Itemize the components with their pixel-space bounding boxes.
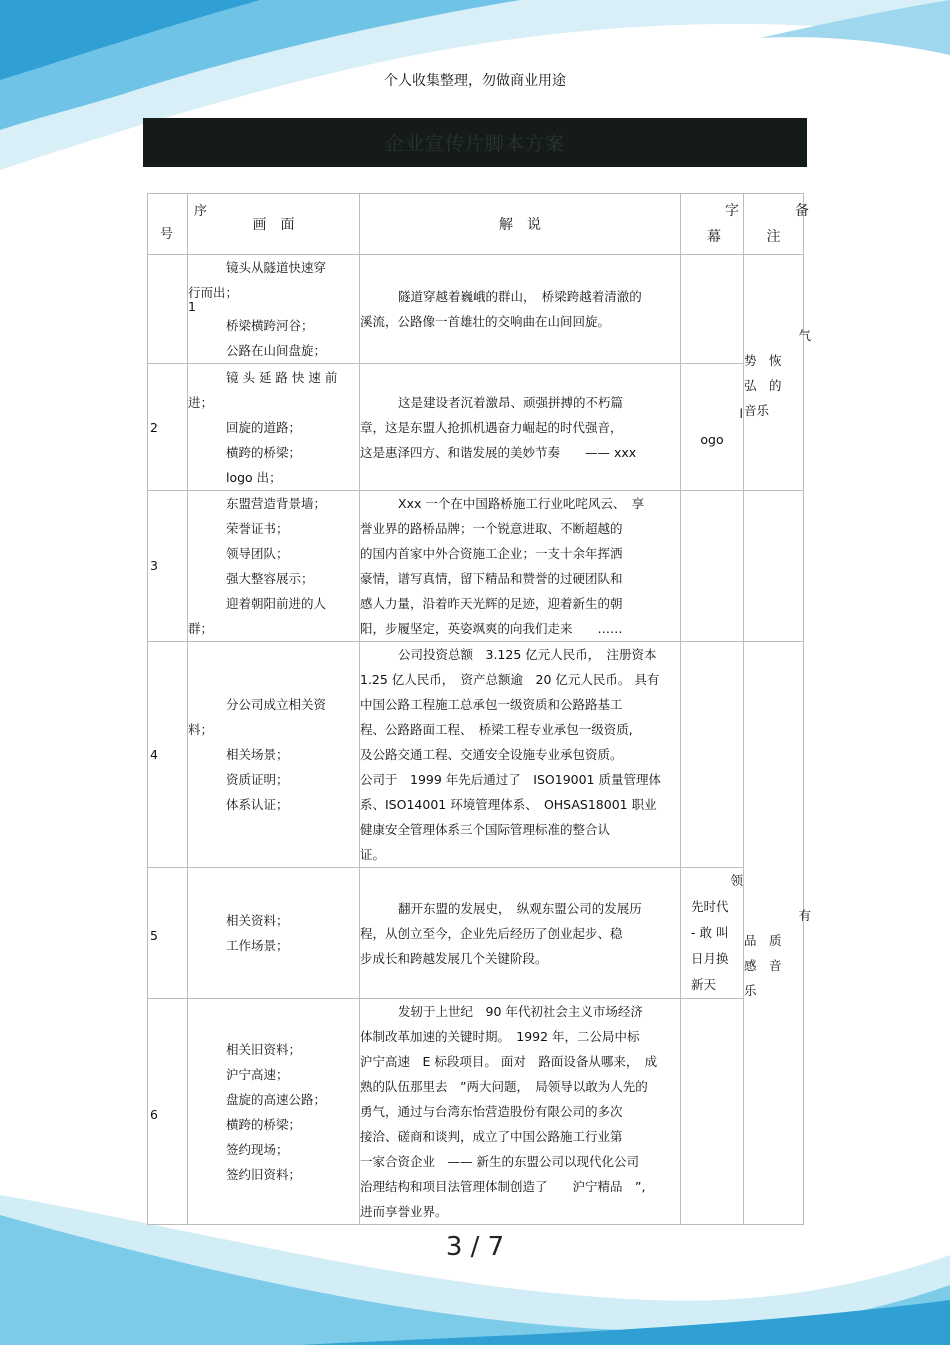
narration-line: 隧道穿越着巍峨的群山， 桥梁跨越着清澈的 — [398, 289, 642, 304]
header-number — [148, 194, 188, 255]
picture-line: 镜 头 延 路 快 速 前 — [226, 369, 338, 385]
narration-cell — [360, 868, 681, 999]
picture-line: 签约现场； — [226, 1141, 289, 1157]
narration-line: 熟的队伍那里去 ”两大问题， 局领导以敢为人先的 — [360, 1079, 648, 1094]
picture-text: 强大整容展示； — [226, 571, 314, 586]
picture-line: 进； — [188, 394, 214, 410]
picture-line — [150, 742, 359, 767]
narration-line: 的国内首家中外合资施工企业；一支十余年挥洒 — [360, 546, 623, 561]
picture-cell — [150, 999, 360, 1225]
narration-line: 章，这是东盟人抢抓机遇奋力崛起的时代强音， — [360, 419, 623, 435]
subtitle-line: 先时代 — [691, 899, 729, 914]
narration-line: 沪宁高速 E 标段项目。 面对 路面设备从哪来， 成 — [360, 1054, 658, 1069]
header-remark-char-1: 备 — [795, 203, 809, 219]
remark-cell — [744, 642, 811, 1225]
picture-line: 横跨的桥梁； — [226, 444, 302, 460]
picture-line: 荣誉证书； — [226, 521, 289, 536]
header-picture-label: 画 面 — [252, 217, 295, 233]
narration-line: 中国公路工程施工总承包一级资质和公路路基工 — [360, 697, 623, 712]
narration-line: 发轫于上世纪 90 年代初社会主义市场经济 — [398, 1004, 643, 1019]
picture-cell — [150, 642, 360, 868]
remark-line: 气 — [798, 327, 811, 343]
picture-text: 相关场景； — [226, 747, 289, 762]
picture-cell — [150, 364, 360, 491]
narration-cell — [360, 364, 681, 491]
header-picture — [188, 194, 360, 255]
remark-line: 音乐 — [744, 402, 770, 418]
subtitle-cell — [681, 364, 744, 491]
document-title: 企业宣传片脚本方案 — [384, 133, 565, 155]
narration-line: 翻开东盟的发展史， 纵观东盟公司的发展历 — [398, 900, 642, 916]
subtitle-cell — [681, 868, 744, 999]
row-number: 1 — [188, 299, 196, 314]
picture-line: 迎着朝阳前进的人 — [226, 596, 327, 611]
script-table — [147, 193, 811, 1225]
header-narration-label: 解 说 — [499, 217, 541, 233]
picture-line: 资质证明； — [226, 772, 289, 787]
header-note: 个人收集整理，勿做商业用途 — [384, 73, 566, 89]
picture-line — [150, 415, 359, 440]
narration-line: 证。 — [360, 847, 386, 862]
picture-line: 盘旋的高速公路； — [226, 1091, 327, 1107]
narration-line: 健康安全管理体系三个国际管理标准的整合认 — [360, 822, 611, 837]
picture-line: 镜头从隧道快速穿 — [226, 260, 327, 275]
header-subtitle-char-1: 字 — [725, 203, 739, 219]
row-number: 2 — [150, 419, 158, 435]
picture-line: 相关旧资料； — [226, 1041, 302, 1057]
picture-cell — [150, 491, 360, 642]
narration-line: 1.25 亿人民币， 资产总额逾 20 亿元人民币。 具有 — [360, 672, 660, 687]
narration-line: 系、ISO14001 环境管理体系、 OHSAS18001 职业 — [360, 797, 657, 812]
picture-line: 体系认证； — [226, 797, 289, 812]
row-number: 4 — [150, 747, 158, 762]
row-number: 3 — [150, 558, 158, 573]
subtitle-cell — [681, 642, 744, 868]
document-title-bar — [143, 118, 807, 167]
subtitle-cell — [681, 999, 744, 1225]
remark-line: 有 — [798, 908, 811, 923]
remark-line: 乐 — [744, 983, 757, 998]
remark-line: 弘 的 — [744, 377, 782, 393]
picture-text: 横跨的桥梁； — [226, 1116, 302, 1132]
subtitle-cell — [681, 255, 744, 364]
subtitle-line: 日月换 — [691, 951, 729, 966]
header-remark — [744, 194, 809, 255]
narration-line: 治理结构和项目法管理体制创造了 沪宁精品 ”, — [360, 1179, 646, 1194]
header-remark-char-2: 注 — [766, 229, 781, 245]
picture-line: 沪宁高速； — [226, 1066, 289, 1082]
picture-line — [150, 558, 359, 591]
picture-line: 行而出； — [188, 285, 239, 300]
narration-line: 豪情，谱写真情，留下精品和赞誉的过硬团队和 — [360, 571, 623, 586]
narration-line: 接洽、磋商和谈判，成立了中国公路施工行业第 — [360, 1129, 623, 1144]
subtitle-line: 新天 — [691, 977, 717, 992]
narration-line: 这是惠泽四方、和谐发展的美妙节奏 —— xxx — [360, 444, 637, 460]
narration-line: 程、公路路面工程、 桥梁工程专业承包一级资质, — [360, 722, 633, 737]
page-number: 3 / 7 — [445, 1232, 505, 1262]
narration-line: 体制改革加速的关键时期。 1992 年，二公局中标 — [360, 1029, 640, 1044]
table-header-row — [148, 194, 804, 255]
narration-cell — [360, 999, 681, 1225]
narration-line: 程，从创立至今，企业先后经历了创业起步、稳 — [360, 925, 623, 941]
narration-line: 这是建设者沉着激昂、顽强拼搏的不朽篇 — [398, 394, 624, 410]
narration-line: 阳，步履坚定，英姿飒爽的向我们走来 …… — [360, 621, 623, 636]
narration-line: 溪流，公路像一首雄壮的交响曲在山间回旋。 — [360, 314, 611, 329]
header-number-char-1: 序 — [194, 204, 208, 219]
picture-line: 领导团队； — [226, 546, 289, 561]
remark-line: 品 质 — [744, 933, 782, 948]
table-row — [148, 868, 804, 999]
table-row — [148, 642, 804, 868]
narration-cell — [360, 491, 681, 642]
narration-line: 公司于 1999 年先后通过了 ISO19001 质量管理体 — [360, 772, 661, 787]
narration-line: 步成长和跨越发展几个关键阶段。 — [360, 950, 548, 966]
subtitle-cell — [681, 491, 744, 642]
picture-text: 工作场景； — [226, 938, 289, 953]
header-number-char-2: 号 — [160, 227, 174, 242]
narration-line: 及公路交通工程、交通安全设施专业承包资质。 — [360, 747, 623, 762]
subtitle-line: ogo — [700, 432, 724, 447]
header-narration — [360, 194, 681, 255]
picture-line — [150, 1106, 359, 1137]
picture-cell — [150, 868, 360, 999]
picture-line: 东盟营造背景墙； — [226, 496, 327, 511]
subtitle-line: - 敢 叫 — [691, 925, 729, 940]
picture-cell — [188, 255, 360, 364]
row-number: 6 — [150, 1106, 158, 1122]
narration-line: 誉业界的路桥品牌；一个锐意进取、不断超越的 — [360, 521, 623, 536]
table-row — [148, 491, 804, 642]
narration-line: 一家合资企业 —— 新生的东盟公司以现代化公司 — [360, 1154, 639, 1169]
header-subtitle — [681, 194, 744, 255]
picture-line: 料； — [188, 722, 214, 737]
header-subtitle-char-2: 幕 — [707, 229, 721, 245]
narration-line: 感人力量，沿着昨天光辉的足迹，迎着新生的朝 — [360, 596, 623, 611]
picture-line: 相关资料； — [226, 913, 289, 928]
remark-cell — [744, 255, 811, 491]
picture-text: 回旋的道路； — [226, 419, 302, 435]
table-row — [148, 999, 804, 1225]
table-row — [148, 364, 804, 491]
row-number: 5 — [150, 928, 158, 943]
remark-line: 势 恢 — [744, 352, 782, 368]
remark-cell — [744, 491, 804, 642]
picture-line: 桥梁横跨河谷； — [226, 318, 314, 333]
narration-cell — [360, 255, 681, 364]
narration-line: 公司投资总额 3.125 亿元人民币， 注册资本 — [398, 647, 657, 662]
narration-line: 勇气，通过与台湾东怡营造股份有限公司的多次 — [360, 1104, 623, 1119]
remark-line: 感 音 — [744, 958, 782, 973]
picture-line: 群； — [188, 621, 214, 636]
picture-line: logo 出； — [226, 469, 282, 485]
picture-line — [150, 928, 359, 958]
picture-line: 签约旧资料； — [226, 1166, 302, 1182]
narration-cell — [360, 642, 681, 868]
subtitle-line: l — [739, 406, 743, 421]
narration-line: 进而享誉业界。 — [360, 1204, 448, 1219]
subtitle-line: 领 — [730, 873, 743, 888]
row-number-cell — [148, 255, 188, 364]
table-row — [148, 255, 804, 364]
narration-line: Xxx 一个在中国路桥施工行业叱咤风云、 享 — [398, 496, 645, 511]
picture-line: 分公司成立相关资 — [226, 697, 327, 712]
picture-line: 公路在山间盘旋； — [226, 343, 327, 358]
